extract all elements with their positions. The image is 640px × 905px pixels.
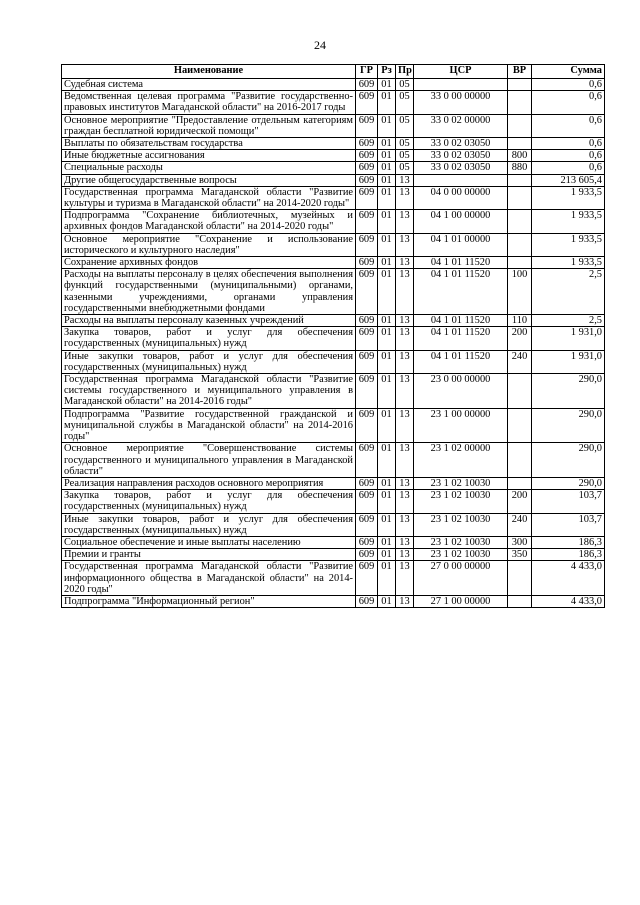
table-row [62,327,605,350]
header-csr: ЦСР [414,65,508,79]
cell-vr [508,79,532,91]
cell-rz: 01 [378,257,396,269]
cell-vr [508,257,532,269]
cell-sum: 1 933,5 [532,257,605,269]
cell-rz: 01 [378,186,396,209]
table-row [62,79,605,91]
cell-name: Закупка товаров, работ и услуг для обеспечения государственных (муниципальных) нужд [62,327,356,350]
cell-rz: 01 [378,150,396,162]
cell-vr: 200 [508,490,532,513]
cell-vr [508,233,532,256]
table-row [62,186,605,209]
cell-sum: 186,3 [532,536,605,548]
cell-pr: 13 [396,477,414,489]
cell-rz: 01 [378,174,396,186]
table-row [62,350,605,373]
cell-gr: 609 [356,374,378,409]
cell-vr: 300 [508,536,532,548]
cell-gr: 609 [356,443,378,478]
cell-rz: 01 [378,443,396,478]
cell-vr [508,477,532,489]
cell-csr: 04 1 01 11520 [414,350,508,373]
cell-csr: 23 1 02 10030 [414,490,508,513]
cell-gr: 609 [356,91,378,114]
cell-sum: 1 933,5 [532,210,605,233]
table-body [62,79,605,608]
cell-name: Премии и гранты [62,549,356,561]
table-row [62,536,605,548]
cell-vr: 240 [508,513,532,536]
cell-rz: 01 [378,513,396,536]
table-row [62,477,605,489]
budget-table [61,64,605,608]
table-row [62,233,605,256]
cell-csr: 33 0 02 03050 [414,138,508,150]
cell-csr [414,174,508,186]
cell-rz: 01 [378,315,396,327]
header-name: Наименование [62,65,356,79]
cell-csr: 23 1 02 00000 [414,443,508,478]
cell-pr: 13 [396,549,414,561]
cell-csr: 04 1 01 11520 [414,315,508,327]
cell-csr: 23 1 02 10030 [414,549,508,561]
cell-sum: 0,6 [532,114,605,137]
cell-sum: 0,6 [532,79,605,91]
cell-vr [508,408,532,443]
cell-gr: 609 [356,174,378,186]
table-row [62,513,605,536]
cell-name: Иные закупки товаров, работ и услуг для обеспечения государственных (муниципальных) нужд [62,350,356,373]
cell-name: Основное мероприятие "Совершенствование системы государственного и муниципального управления в Магаданской области" [62,443,356,478]
cell-rz: 01 [378,138,396,150]
cell-sum: 290,0 [532,443,605,478]
cell-csr: 04 1 01 11520 [414,327,508,350]
cell-sum: 4 433,0 [532,561,605,596]
cell-vr [508,186,532,209]
cell-rz: 01 [378,477,396,489]
cell-csr: 27 0 00 00000 [414,561,508,596]
cell-name: Ведомственная целевая программа "Развитие государственно-правовых институтов Магаданской области" на 2016-2017 годы [62,91,356,114]
cell-csr: 23 1 00 00000 [414,408,508,443]
cell-gr: 609 [356,257,378,269]
cell-pr: 13 [396,374,414,409]
cell-gr: 609 [356,114,378,137]
table-row [62,114,605,137]
cell-csr: 33 0 02 03050 [414,162,508,174]
cell-vr: 100 [508,269,532,315]
cell-sum: 0,6 [532,150,605,162]
cell-rz: 01 [378,91,396,114]
cell-gr: 609 [356,595,378,607]
cell-pr: 13 [396,536,414,548]
cell-csr: 33 0 02 03050 [414,150,508,162]
table-row [62,269,605,315]
table-row [62,315,605,327]
cell-name: Выплаты по обязательствам государства [62,138,356,150]
cell-gr: 609 [356,549,378,561]
cell-csr [414,79,508,91]
cell-sum: 103,7 [532,513,605,536]
cell-pr: 13 [396,210,414,233]
table-row [62,91,605,114]
cell-gr: 609 [356,233,378,256]
cell-gr: 609 [356,536,378,548]
table-row [62,408,605,443]
cell-rz: 01 [378,327,396,350]
cell-pr: 13 [396,513,414,536]
cell-gr: 609 [356,150,378,162]
cell-gr: 609 [356,477,378,489]
cell-name: Подпрограмма "Сохранение библиотечных, музейных и архивных фондов Магаданской области" на 2014-2020 годы" [62,210,356,233]
cell-csr: 04 1 01 00000 [414,233,508,256]
cell-gr: 609 [356,408,378,443]
cell-sum: 186,3 [532,549,605,561]
header-vr: ВР [508,65,532,79]
cell-pr: 13 [396,595,414,607]
cell-csr: 23 0 00 00000 [414,374,508,409]
header-sum: Сумма [532,65,605,79]
table-header-row [62,65,605,79]
cell-csr: 23 1 02 10030 [414,536,508,548]
table-row [62,150,605,162]
cell-sum: 1 931,0 [532,327,605,350]
cell-vr [508,595,532,607]
cell-name: Государственная программа Магаданской области "Развитие культуры и туризма в Магаданской области" на 2014-2020 годы" [62,186,356,209]
cell-name: Другие общегосударственные вопросы [62,174,356,186]
cell-rz: 01 [378,561,396,596]
cell-sum: 2,5 [532,315,605,327]
cell-csr: 04 1 00 00000 [414,210,508,233]
cell-rz: 01 [378,350,396,373]
cell-rz: 01 [378,269,396,315]
cell-name: Расходы на выплаты персоналу в целях обеспечения выполнения функций государственными (муниципальными) органами, казенными учреждениями, органами управления государственными внебюджетными фондами [62,269,356,315]
cell-sum: 290,0 [532,374,605,409]
cell-rz: 01 [378,162,396,174]
cell-name: Реализация направления расходов основного мероприятия [62,477,356,489]
table-row [62,210,605,233]
cell-gr: 609 [356,186,378,209]
cell-name: Специальные расходы [62,162,356,174]
cell-pr: 13 [396,443,414,478]
cell-gr: 609 [356,490,378,513]
cell-pr: 13 [396,315,414,327]
cell-gr: 609 [356,315,378,327]
cell-csr: 04 1 01 11520 [414,269,508,315]
cell-sum: 290,0 [532,408,605,443]
cell-name: Иные бюджетные ассигнования [62,150,356,162]
cell-rz: 01 [378,210,396,233]
table-row [62,549,605,561]
cell-rz: 01 [378,549,396,561]
cell-sum: 103,7 [532,490,605,513]
cell-name: Сохранение архивных фондов [62,257,356,269]
cell-pr: 05 [396,114,414,137]
cell-gr: 609 [356,327,378,350]
table-row [62,595,605,607]
cell-pr: 13 [396,269,414,315]
cell-rz: 01 [378,79,396,91]
cell-vr [508,561,532,596]
cell-rz: 01 [378,114,396,137]
table-row [62,490,605,513]
cell-name: Социальное обеспечение и иные выплаты населению [62,536,356,548]
header-gr: ГР [356,65,378,79]
cell-vr: 110 [508,315,532,327]
table-row [62,561,605,596]
cell-vr: 200 [508,327,532,350]
cell-name: Основное мероприятие "Сохранение и использование исторического и культурного наследия" [62,233,356,256]
cell-gr: 609 [356,350,378,373]
cell-vr: 240 [508,350,532,373]
cell-name: Подпрограмма "Информационный регион" [62,595,356,607]
table-row [62,257,605,269]
cell-pr: 05 [396,91,414,114]
cell-name: Основное мероприятие "Предоставление отдельным категориям граждан бесплатной юридической помощи" [62,114,356,137]
cell-sum: 0,6 [532,138,605,150]
cell-vr: 800 [508,150,532,162]
header-rz: Рз [378,65,396,79]
cell-name: Иные закупки товаров, работ и услуг для обеспечения государственных (муниципальных) нужд [62,513,356,536]
header-pr: Пр [396,65,414,79]
cell-pr: 13 [396,174,414,186]
cell-vr [508,91,532,114]
cell-pr: 05 [396,79,414,91]
cell-sum: 213 605,4 [532,174,605,186]
cell-gr: 609 [356,210,378,233]
cell-sum: 0,6 [532,162,605,174]
cell-name: Государственная программа Магаданской области "Развитие системы государственного и муниципального управления в Магаданской области" на 2014-2016 годы" [62,374,356,409]
cell-csr: 27 1 00 00000 [414,595,508,607]
cell-sum: 1 933,5 [532,186,605,209]
cell-vr [508,138,532,150]
cell-pr: 13 [396,327,414,350]
cell-rz: 01 [378,595,396,607]
cell-name: Судебная система [62,79,356,91]
cell-csr: 23 1 02 10030 [414,513,508,536]
cell-gr: 609 [356,162,378,174]
cell-sum: 4 433,0 [532,595,605,607]
cell-gr: 609 [356,79,378,91]
cell-vr: 350 [508,549,532,561]
cell-pr: 13 [396,561,414,596]
cell-gr: 609 [356,561,378,596]
cell-csr: 04 0 00 00000 [414,186,508,209]
cell-pr: 13 [396,490,414,513]
cell-rz: 01 [378,490,396,513]
cell-sum: 0,6 [532,91,605,114]
table-row [62,174,605,186]
cell-rz: 01 [378,536,396,548]
cell-pr: 13 [396,186,414,209]
cell-pr: 13 [396,257,414,269]
table-row [62,443,605,478]
cell-csr: 04 1 01 11520 [414,257,508,269]
cell-vr [508,443,532,478]
cell-pr: 05 [396,162,414,174]
cell-name: Государственная программа Магаданской области "Развитие информационного общества в Магаданской области" на 2014-2020 годы" [62,561,356,596]
cell-sum: 290,0 [532,477,605,489]
cell-rz: 01 [378,374,396,409]
cell-vr [508,114,532,137]
cell-vr [508,374,532,409]
cell-gr: 609 [356,513,378,536]
cell-name: Расходы на выплаты персоналу казенных учреждений [62,315,356,327]
cell-sum: 2,5 [532,269,605,315]
cell-pr: 05 [396,150,414,162]
cell-rz: 01 [378,408,396,443]
cell-gr: 609 [356,269,378,315]
table-row [62,162,605,174]
cell-csr: 33 0 02 00000 [414,114,508,137]
cell-gr: 609 [356,138,378,150]
cell-csr: 23 1 02 10030 [414,477,508,489]
page-number: 24 [314,38,326,52]
cell-pr: 13 [396,233,414,256]
table-row [62,374,605,409]
cell-pr: 13 [396,408,414,443]
cell-csr: 33 0 00 00000 [414,91,508,114]
cell-vr: 880 [508,162,532,174]
cell-sum: 1 933,5 [532,233,605,256]
cell-rz: 01 [378,233,396,256]
cell-pr: 13 [396,350,414,373]
cell-pr: 05 [396,138,414,150]
cell-vr [508,174,532,186]
cell-name: Подпрограмма "Развитие государственной гражданской и муниципальной службы в Магаданской области" на 2014-2016 годы" [62,408,356,443]
cell-name: Закупка товаров, работ и услуг для обеспечения государственных (муниципальных) нужд [62,490,356,513]
cell-vr [508,210,532,233]
table-row [62,138,605,150]
cell-sum: 1 931,0 [532,350,605,373]
